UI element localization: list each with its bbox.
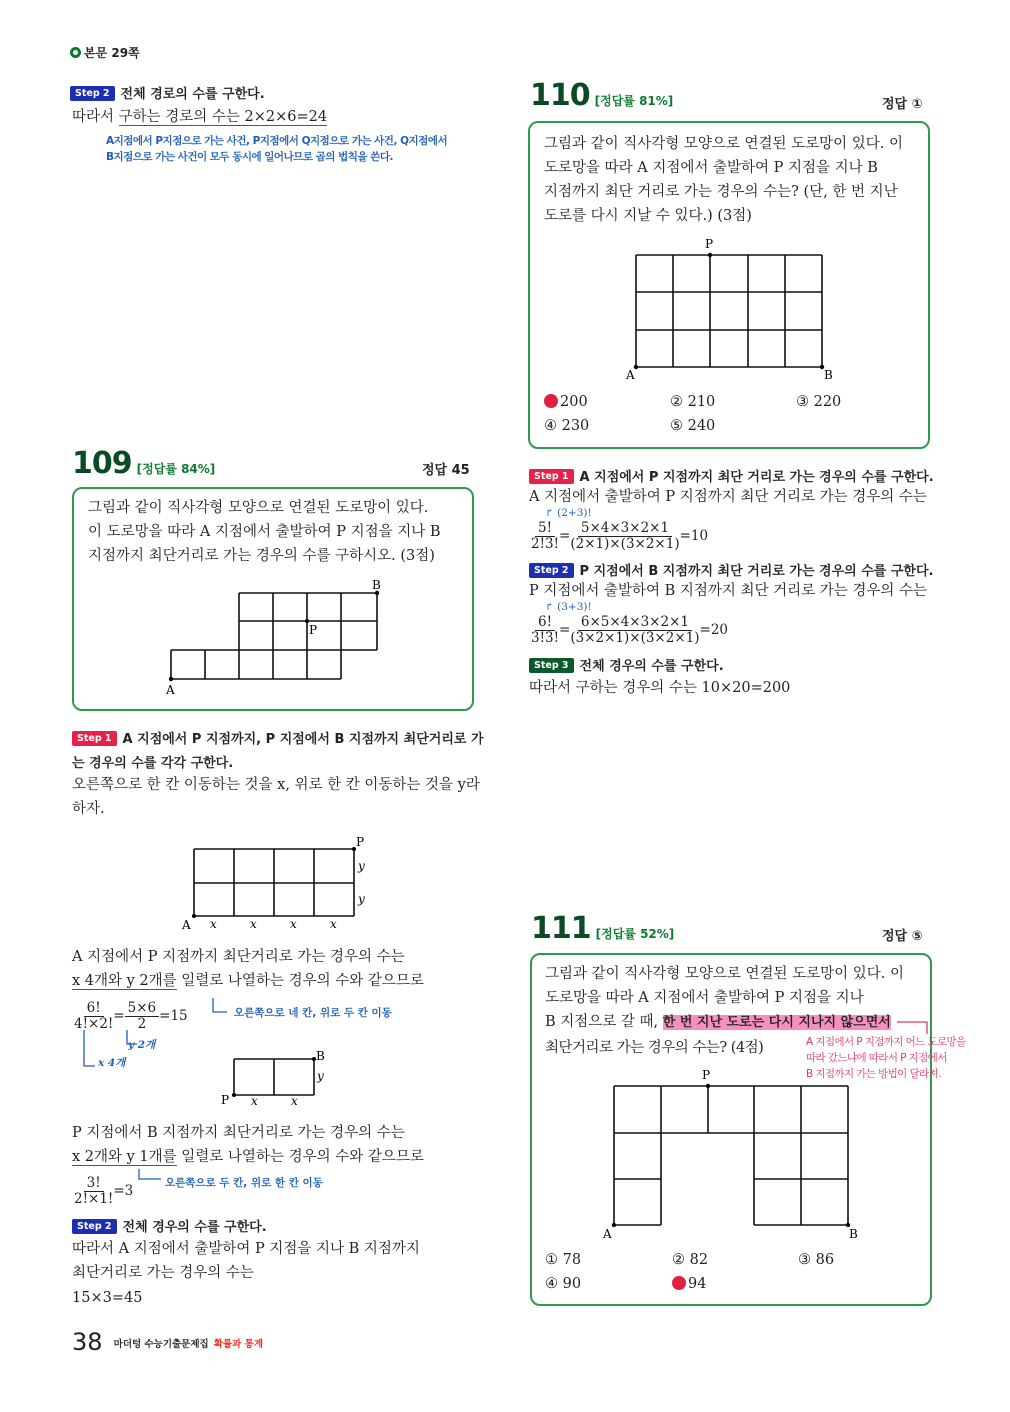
problem-text: 그림과 같이 직사각형 모양으로 연결된 도로망이 있다. 이 — [545, 966, 905, 982]
prev-conclusion: 따라서 구하는 경로의 수는 2×2×6=24 — [72, 109, 328, 125]
problem-text: 지점까지 최단 거리로 가는 경우의 수는? (단, 한 번 지난 — [544, 184, 898, 200]
ap-grid — [178, 832, 378, 932]
step-badge: Step 3 — [529, 658, 574, 673]
step-title: 는 경우의 수를 각각 구한다. — [72, 756, 234, 771]
q111-choice-1[interactable]: ① 78 — [545, 1252, 582, 1268]
arrow — [895, 1016, 935, 1038]
q110-step1: Step 1 A 지점에서 P 지점까지 최단 거리로 가는 경우의 수를 구한다. — [529, 466, 934, 485]
problem-text: 그림과 같이 직사각형 모양으로 연결된 도로망이 있다. — [88, 500, 429, 516]
svg-text:x: x — [290, 917, 297, 931]
step-badge: Step 2 — [72, 1219, 117, 1234]
q111-header: 111 [정답률 52%] — [531, 911, 675, 946]
annotation: ↱ (3+3)! — [545, 601, 592, 613]
solution-text: 하자. — [72, 801, 105, 817]
solution-text: 15×3=45 — [72, 1290, 143, 1306]
solution-text: 따라서 A 지점에서 출발하여 P 지점을 지나 B 지점까지 — [72, 1241, 420, 1257]
s2-formula: $\frac{6!}{3!3!}$ = $\frac{6\times 5\times 4\times 3\times 2\times 1}{(3\times 2\times 1)\times(3\times 2\times 1)}$ =20 — [531, 614, 729, 646]
svg-text:P: P — [221, 1093, 230, 1107]
pb-grid — [218, 1046, 338, 1108]
annotation: 오른쪽으로 네 칸, 위로 두 칸 이동 — [234, 1007, 392, 1019]
highlight: 한 번 지난 도로는 다시 지나지 않으면서 — [662, 1015, 891, 1030]
svg-text:A: A — [603, 1227, 612, 1241]
svg-text:P: P — [702, 1068, 711, 1082]
label-b: B — [372, 578, 381, 592]
solution-text: x 2개와 y 1개를 일렬로 나열하는 경우의 수와 같으므로 — [72, 1149, 424, 1165]
problem-text: 그림과 같이 직사각형 모양으로 연결된 도로망이 있다. 이 — [544, 136, 904, 152]
page-number: 38 — [72, 1328, 103, 1356]
q110-step3: Step 3 전체 경우의 수를 구한다. — [529, 655, 724, 674]
problem-text: B 지점으로 갈 때, 한 번 지난 도로는 다시 지나지 않으면서 — [545, 1014, 891, 1030]
label-a: A — [166, 683, 175, 697]
answer: 정답 ① — [882, 97, 923, 112]
annotation: 오른쪽으로 두 칸, 위로 한 칸 이동 — [165, 1177, 323, 1189]
ap-formula: $\frac{6!}{4!\times 2!}$ = $\frac{5\times 6}{2}$ =15 — [74, 1000, 188, 1032]
prev-step2: Step 2 전체 경로의 수를 구한다. — [70, 83, 265, 102]
circle-icon — [70, 47, 81, 58]
solution-text: P 지점에서 B 지점까지 최단거리로 가는 경우의 수는 — [72, 1125, 405, 1141]
q111-choice-3[interactable]: ③ 86 — [798, 1252, 835, 1268]
q109-road-grid — [150, 575, 410, 700]
q111-choice-2[interactable]: ② 82 — [672, 1252, 709, 1268]
svg-text:B: B — [849, 1227, 858, 1241]
q109-step1: Step 1 A 지점에서 P 지점까지, P 지점에서 B 지점까지 최단거리로 가 — [72, 728, 484, 747]
svg-text:y: y — [358, 892, 365, 906]
problem-text: 이 도로망을 따라 A 지점에서 출발하여 P 지점을 지나 B — [88, 524, 441, 540]
svg-text:x: x — [250, 917, 257, 931]
svg-text:x: x — [330, 917, 337, 931]
problem-text: 도로망을 따라 A 지점에서 출발하여 P 지점을 지나 — [545, 990, 864, 1006]
svg-text:y: y — [317, 1069, 324, 1083]
q110-choice-4[interactable]: ④ 230 — [544, 418, 590, 434]
annotation: 따라 갔느냐에 따라서 P 지점에서 — [806, 1052, 947, 1064]
svg-text:A: A — [182, 918, 191, 932]
check-mark-icon — [544, 394, 558, 408]
answer: 정답 ⑤ — [882, 929, 923, 944]
svg-text:B: B — [824, 368, 833, 382]
svg-text:P: P — [356, 835, 365, 849]
step-badge: Step 2 — [70, 86, 115, 101]
solution-text: 최단거리로 가는 경우의 수는 — [72, 1265, 254, 1281]
solution-text: x 4개와 y 2개를 일렬로 나열하는 경우의 수와 같으므로 — [72, 973, 424, 989]
q110-choice-2[interactable]: ② 210 — [670, 394, 716, 410]
pb-formula: $\frac{3!}{2!\times 1!}$ =3 — [74, 1175, 134, 1207]
annotation: B 지점까지 가는 방법이 달라져. — [806, 1068, 941, 1080]
svg-text:y: y — [358, 859, 365, 873]
annotation: x 4개 — [98, 1057, 126, 1069]
problem-text: 최단거리로 가는 경우의 수는? (4점) — [545, 1040, 764, 1056]
q110-header: 110 [정답률 81%] — [530, 78, 674, 113]
problem-text: 도로망을 따라 A 지점에서 출발하여 P 지점을 지나 B — [544, 160, 878, 176]
q111-road-grid — [595, 1062, 870, 1247]
q109-step2: Step 2 전체 경우의 수를 구한다. — [72, 1216, 267, 1235]
annotation: ↱ (2+3)! — [545, 507, 592, 519]
annotation: A 지점에서 P 지점까지 어느 도로망을 — [806, 1036, 966, 1048]
page-ref: 본문 29쪽 — [70, 44, 140, 61]
svg-text:x: x — [251, 1094, 258, 1108]
svg-text:x: x — [210, 917, 217, 931]
q110-choice-5[interactable]: ⑤ 240 — [670, 418, 716, 434]
q110-step2: Step 2 P 지점에서 B 지점까지 최단 거리로 가는 경우의 수를 구한다. — [529, 560, 934, 579]
footer: 38 마더텅 수능기출문제집 확률과 통계 — [72, 1328, 264, 1356]
check-mark-icon — [672, 1276, 686, 1290]
svg-text:x: x — [291, 1094, 298, 1108]
s1-formula: $\frac{5!}{2!3!}$ = $\frac{5\times 4\times 3\times 2\times 1}{(2\times 1)\times(3\times 2\times 1)}$ =10 — [531, 520, 709, 552]
solution-text: 따라서 구하는 경우의 수는 10×20=200 — [529, 680, 791, 696]
step-badge: Step 2 — [529, 563, 574, 578]
q110-choice-3[interactable]: ③ 220 — [796, 394, 842, 410]
q111-choice-4[interactable]: ④ 90 — [545, 1276, 582, 1292]
annotation: y 2개 — [128, 1039, 156, 1051]
answer: 정답 45 — [422, 463, 470, 478]
solution-text: A 지점에서 출발하여 P 지점까지 최단 거리로 가는 경우의 수는 — [529, 489, 927, 505]
solution-text: 오른쪽으로 한 칸 이동하는 것을 x, 위로 한 칸 이동하는 것을 y라 — [72, 777, 480, 793]
problem-text: 지점까지 최단거리로 가는 경우의 수를 구하시오. (3점) — [88, 548, 435, 564]
q109-header: 109 [정답률 84%] — [72, 446, 216, 481]
svg-text:A: A — [626, 368, 635, 382]
annotation: B지점으로 가는 사건이 모두 동시에 일어나므로 곱의 법칙을 쓴다. — [106, 151, 393, 163]
q110-road-grid — [620, 234, 840, 384]
q111-choice-5[interactable]: 94 — [672, 1276, 706, 1293]
arrow — [135, 1168, 165, 1184]
label-p: P — [309, 623, 318, 637]
solution-text: A 지점에서 P 지점까지 최단거리로 가는 경우의 수는 — [72, 949, 405, 965]
step-badge: Step 1 — [529, 469, 574, 484]
step-badge: Step 1 — [72, 731, 117, 746]
solution-text: P 지점에서 출발하여 B 지점까지 최단 거리로 가는 경우의 수는 — [529, 583, 928, 599]
annotation: A지점에서 P지점으로 가는 사건, P지점에서 Q지점으로 가는 사건, Q지점에서 — [106, 135, 448, 147]
svg-text:P: P — [705, 237, 714, 251]
svg-text:B: B — [316, 1049, 325, 1063]
q110-choice-1[interactable]: 200 — [544, 394, 588, 411]
problem-text: 도로를 다시 지날 수 있다.) (3점) — [544, 208, 752, 224]
